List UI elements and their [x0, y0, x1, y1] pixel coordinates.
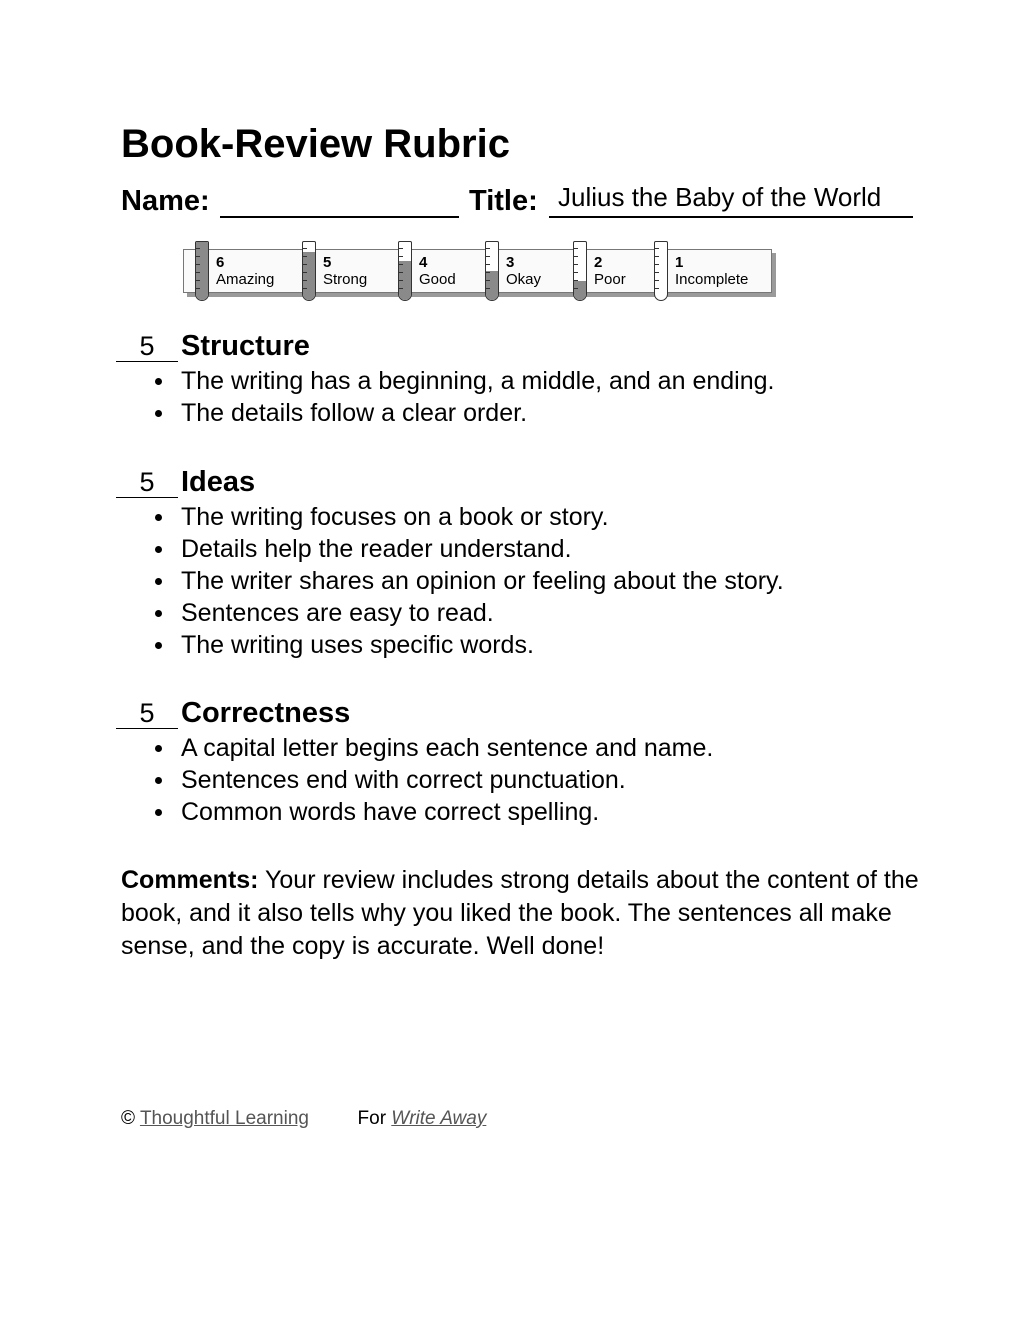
scale-level-number: 5 — [323, 254, 332, 271]
title-label: Title: — [469, 185, 538, 217]
criteria-item: Details help the reader understand. — [181, 533, 784, 565]
scale-level-6 — [216, 254, 274, 288]
scale-level-label: Incomplete — [675, 271, 749, 288]
book-link[interactable]: Write Away — [391, 1108, 487, 1129]
copyright-symbol: © — [121, 1108, 135, 1129]
name-field[interactable] — [220, 216, 459, 218]
criteria-list — [181, 365, 774, 429]
title-value: Julius the Baby of the World — [558, 182, 882, 212]
criteria-item: The writing focuses on a book or story. — [181, 501, 784, 533]
section-title: Structure — [181, 330, 310, 362]
rating-scale — [180, 241, 780, 307]
scale-tube-4-icon — [398, 241, 412, 301]
criteria-list — [181, 501, 784, 661]
scale-tube-3-icon — [485, 241, 499, 301]
publisher-link[interactable]: Thoughtful Learning — [139, 1108, 309, 1129]
criteria-item: The writer shares an opinion or feeling about the story. — [181, 567, 784, 595]
section-title: Correctness — [181, 697, 351, 729]
criteria-item: Sentences end with correct punctuation. — [181, 764, 713, 796]
criteria-item: A capital letter begins each sentence and name. — [181, 734, 714, 762]
scale-level-4 — [419, 254, 456, 288]
scale-tube-2-icon — [573, 241, 587, 301]
score-field[interactable]: 5 — [116, 467, 178, 498]
scale-level-2 — [594, 254, 626, 288]
criteria-item: Sentences are easy to read. — [181, 597, 784, 629]
scale-tube-5-icon — [302, 241, 316, 301]
scale-level-number: 6 — [216, 254, 225, 271]
criteria-item: The writing uses specific words. — [181, 629, 784, 661]
scale-level-label: Amazing — [216, 271, 275, 288]
scale-level-number: 3 — [506, 254, 515, 271]
criteria-item: The details follow a clear order. — [181, 397, 774, 429]
scale-level-1 — [675, 254, 748, 288]
for-text: For — [357, 1108, 387, 1129]
footer — [121, 1107, 486, 1131]
comments-label: Comments: — [121, 866, 259, 894]
scale-level-number: 1 — [675, 254, 684, 271]
scale-level-label: Strong — [323, 271, 368, 288]
scale-level-5 — [323, 254, 367, 288]
section-title: Ideas — [181, 466, 256, 498]
name-title-row — [121, 181, 921, 221]
page-title: Book-Review Rubric — [121, 122, 510, 166]
scale-level-label: Poor — [594, 271, 626, 288]
scale-level-number: 4 — [419, 254, 428, 271]
score-field[interactable]: 5 — [116, 331, 178, 362]
scale-level-3 — [506, 254, 541, 288]
name-label: Name: — [121, 185, 210, 217]
criteria-item: The writing has a beginning, a middle, and an ending. — [181, 367, 775, 395]
title-field-underline — [549, 216, 913, 218]
criteria-item: Common words have correct spelling. — [181, 796, 713, 828]
scale-tube-6-icon — [195, 241, 209, 301]
comments — [121, 864, 921, 963]
scale-tube-1-icon — [654, 241, 668, 301]
comments-text: Your review includes strong details about the content of the book, and it also tells why you liked the book. The sentences all make sense, and the copy is accurate. Well done! — [121, 866, 919, 960]
score-field[interactable]: 5 — [116, 698, 178, 729]
scale-level-label: Okay — [506, 271, 542, 288]
scale-level-label: Good — [419, 271, 456, 288]
scale-level-number: 2 — [594, 254, 603, 271]
criteria-list — [181, 732, 713, 828]
